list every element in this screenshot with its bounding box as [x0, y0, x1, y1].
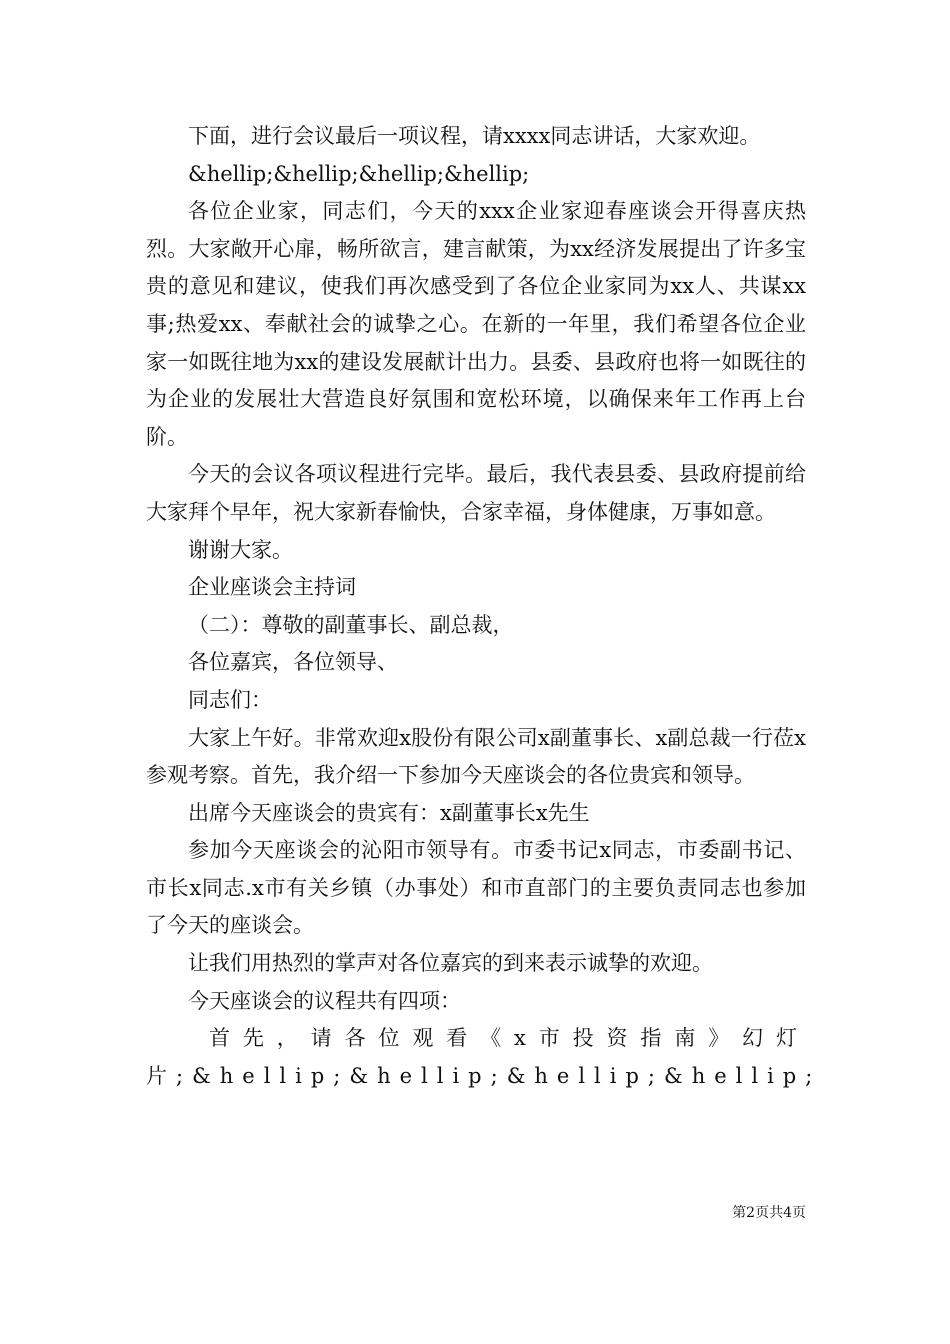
page-number: 第2页共4页	[732, 1205, 806, 1221]
paragraph-agenda: 今天座谈会的议程共有四项：	[188, 988, 461, 1013]
section-heading: 企业座谈会主持词	[188, 575, 356, 600]
body-text	[146, 118, 822, 1095]
paragraph-guests: 出席今天座谈会的贵宾有：x副董事长x先生	[188, 800, 590, 825]
paragraph-applause: 让我们用热烈的掌声对各位嘉宾的到来表示诚挚的欢迎。	[188, 951, 713, 976]
paragraph-agenda-first: 首先，请各位观看《x市投资指南》幻灯片;&hellip;&hellip;&hellip;&hellip;	[146, 1026, 822, 1088]
paragraph-closing-speech-intro: 下面，进行会议最后一项议程，请xxxx同志讲话，大家欢迎。	[188, 124, 761, 148]
paragraph-entrepreneurs-thanks: 各位企业家，同志们，今天的xxx企业家迎春座谈会开得喜庆热烈。大家敞开心扉，畅所欲言，建言献策，为xx经济发展提出了许多宝贵的意见和建议，使我们再次感受到了各位企业家同为xx人、共谋xx事;热爱xx、奉献社会的诚挚之心。在新的一年里，我们希望各位企业家一如既往地为xx的建设发展献计出力。县委、县政府也将一如既往的为企业的发展壮大营造良好氛围和宽松环境，以确保来年工作再上台阶。	[146, 199, 806, 449]
paragraph-welcome: 大家上午好。非常欢迎x股份有限公司x副董事长、x副总裁一行莅x参观考察。首先，我介绍一下参加今天座谈会的各位贵宾和领导。	[146, 725, 806, 788]
paragraph-salutation-3: 同志们：	[188, 687, 272, 712]
paragraph-meeting-complete: 今天的会议各项议程进行完毕。最后，我代表县委、县政府提前给大家拜个早年，祝大家新春愉快，合家幸福，身体健康，万事如意。	[146, 462, 806, 524]
paragraph-ellipsis: &hellip;&hellip;&hellip;&hellip;	[188, 161, 530, 186]
paragraph-salutation-2: 各位嘉宾，各位领导、	[188, 650, 398, 675]
paragraph-thank-you: 谢谢大家。	[188, 537, 293, 562]
paragraph-salutation-1: （二）：尊敬的副董事长、副总裁，	[188, 612, 514, 637]
paragraph-leaders: 参加今天座谈会的沁阳市领导有。市委书记x同志，市委副书记、市长x同志.x市有关乡镇（办事处）和市直部门的主要负责同志也参加了今天的座谈会。	[146, 838, 806, 938]
